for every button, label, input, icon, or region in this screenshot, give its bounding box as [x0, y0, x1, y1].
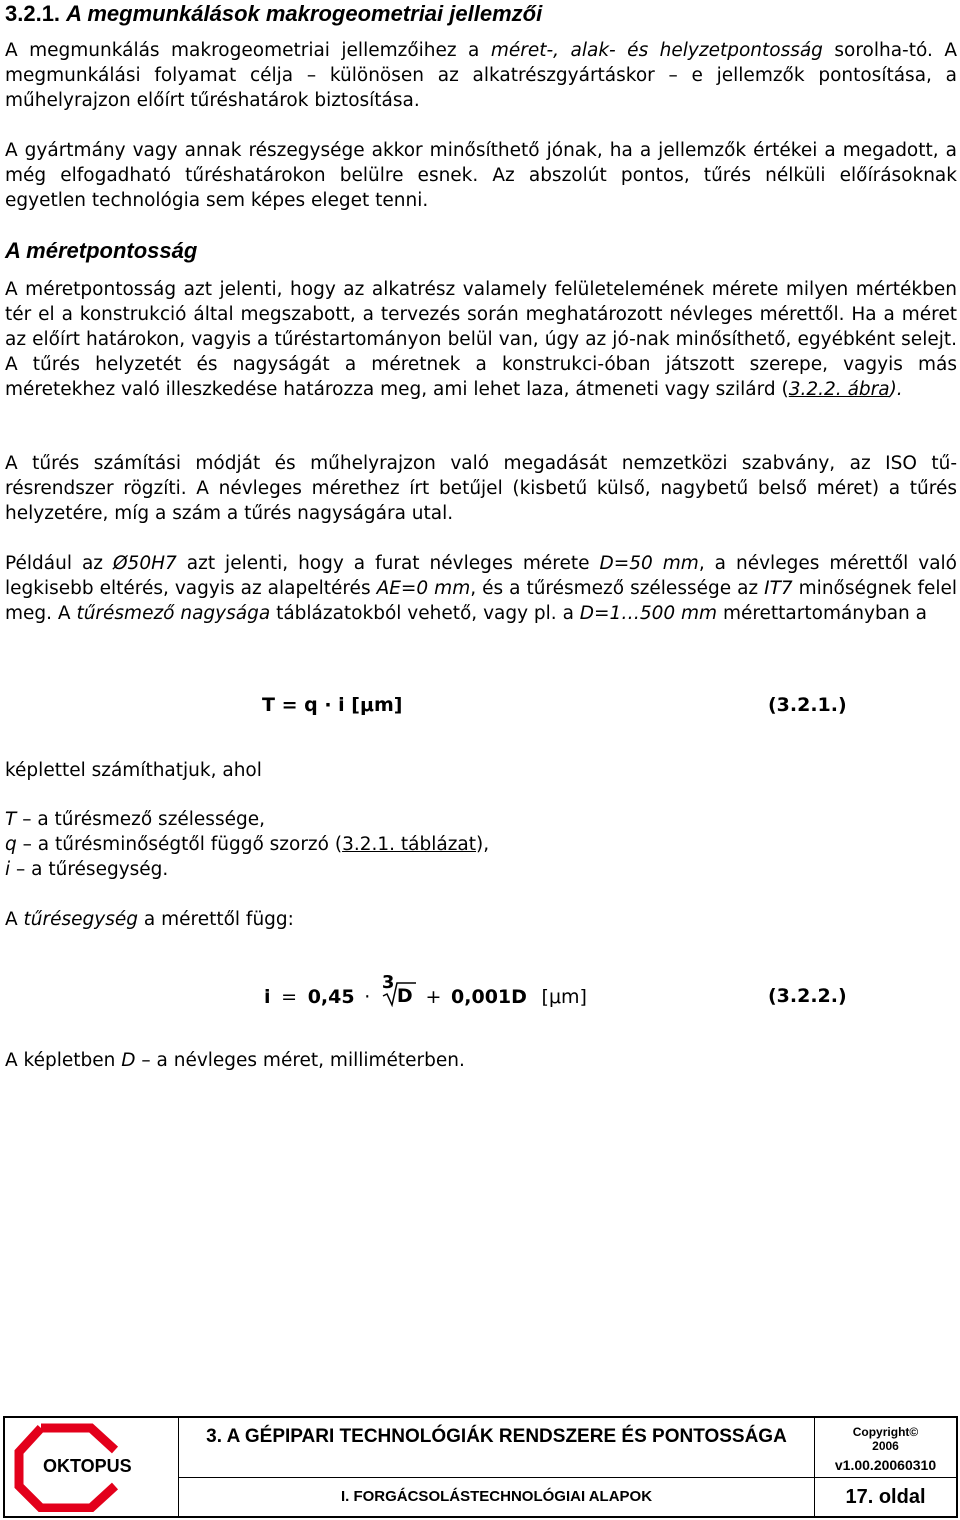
paragraph-example: Például az Ø50H7 azt jelenti, hogy a furat névleges mérete D=50 mm, a névleges mérettől való legkisebb eltérés, vagyis az alapeltérés AE=0 mm, és a tűrésmező szélessége az IT7 minőségnek felel meg. A tűrésmező nagysága táblázatokból vehető, vagy pl. a D=1…500 mm mérettartományban a — [5, 553, 958, 624]
footer-version-cell — [815, 1418, 956, 1478]
footer-subchapter-cell — [179, 1478, 815, 1516]
footer-version: v1.00.20060310 — [834, 1457, 937, 1473]
definition-t: T – a tűrésmező szélessége, — [5, 809, 265, 830]
table-link[interactable]: 3.2.1. táblázat — [342, 834, 477, 855]
footer-chapter-title: 3. A GÉPIPARI TECHNOLÓGIÁK RENDSZERE ÉS PONTOSSÁGA — [206, 1426, 787, 1447]
paragraph-iso-system: A tűrés számítási módját és műhelyrajzon való megadását nemzetközi szabvány, az ISO tű-résrendszer rögzíti. A névleges mérethez írt betűjel (kisbetű külső, nagybetű belső méret) a tűrés helyzetére, míg a szám a tűrés nagyságára utal. — [5, 453, 957, 524]
root-index: 3 — [381, 972, 395, 993]
footer-subchapter-title: I. FORGÁCSOLÁSTECHNOLÓGIAI ALAPOK — [340, 1488, 653, 1505]
formula-plus: + — [425, 986, 442, 1008]
paragraph-product-quality: A gyártmány vagy annak részegysége akkor minősíthető jónak, ha a jellemzők értékei a megadott, a még elfogadható tűréshatárokon belülre esnek. Az abszolút pontos, tűrés nélküli előírásoknak egyetlen technológia sem képes eleget tenni. — [5, 140, 957, 211]
formula-unit: [μm] — [541, 986, 587, 1008]
formula-cube-root — [380, 972, 416, 1007]
paragraph-dimension-accuracy: A méretpontosság azt jelenti, hogy az alkatrész valamely felületelemének mérete milyen mértékben tér el a konstrukció által megszabott, a tervezés során meghatározott névleges mérettől. Ha a méret az előírt határokon, vagyis a tűréstartományon belül van, úgy az jó-nak minősíthető, egyébként selejt. A tűrés helyzetét és nagyságát a méretnek a konstrukci-óban játszott szerepe, vagyis más méretekhez való illeszkedése határozza meg, ami lehet laza, átmeneti vagy szilárd (3.2.2. ábra). — [5, 279, 957, 400]
footer-year: 2006 — [872, 1439, 899, 1453]
formula-lhs: i — [264, 986, 271, 1008]
formula-coefficient: 0,45 — [307, 986, 355, 1008]
formula-equals: = — [281, 986, 298, 1008]
paragraph-d-definition: A képletben D – a névleges méret, milliméterben. — [5, 1050, 465, 1071]
section-title: 3.2.1. A megmunkálások makrogeometriai jellemzői — [5, 1, 543, 26]
footer-chapter-cell — [179, 1418, 815, 1478]
logo-text: OKTOPUS — [43, 1456, 132, 1476]
figure-link[interactable]: 3.2.2. ábra — [788, 379, 890, 400]
formula-term2: 0,001D — [451, 986, 527, 1008]
definition-i: i – a tűrésegység. — [5, 859, 169, 880]
definition-list — [5, 807, 957, 882]
formula-tolerance-width: T = q · i [μm] — [262, 694, 403, 716]
footer-page-cell — [815, 1478, 956, 1516]
page-footer — [3, 1416, 958, 1518]
footer-logo-cell — [5, 1418, 179, 1516]
footer-copyright: Copyright© — [852, 1425, 919, 1439]
equation-number-2: (3.2.2.) — [768, 985, 847, 1007]
definition-q: q – a tűrésminőségtől függő szorzó (3.2.1. táblázat), — [5, 834, 490, 855]
paragraph-formula-intro: képlettel számíthatjuk, ahol — [5, 760, 262, 781]
formula-tolerance-unit — [264, 972, 587, 1008]
page-number: 17. oldal — [845, 1486, 926, 1508]
equation-number-1: (3.2.1.) — [768, 694, 847, 716]
radicand: D — [396, 985, 413, 1007]
subheading-dimension-accuracy: A méretpontosság — [5, 238, 198, 263]
formula-dot: · — [364, 986, 371, 1008]
paragraph-tolerance-unit: A tűrésegység a mérettől függ: — [5, 909, 294, 930]
paragraph-intro: A megmunkálás makrogeometriai jellemzőihez a méret-, alak- és helyzetpontosság sorolha-tó. A megmunkálási folyamat célja – különösen az alkatrészgyártáskor – e jellemzők pontosítása, a műhelyrajzon előírt tűréshatárok biztosítása. — [5, 40, 957, 111]
